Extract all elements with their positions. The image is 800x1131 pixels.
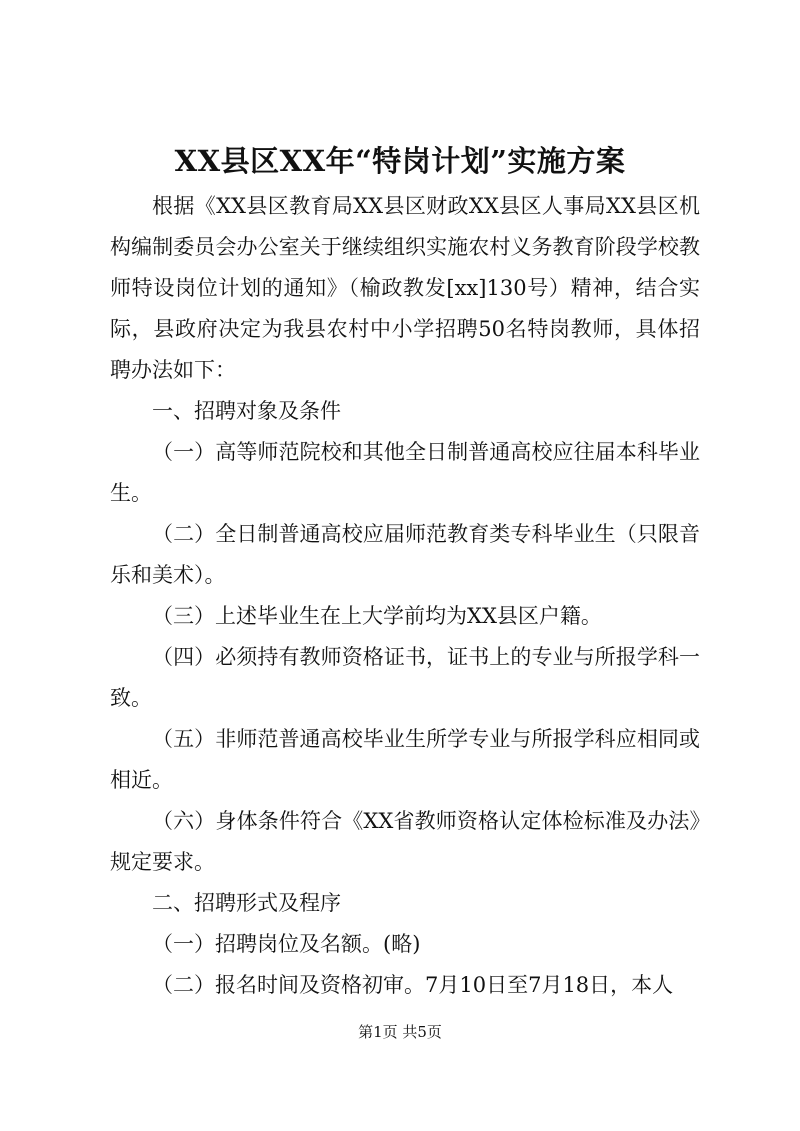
page-footer: 第1页 共5页 — [358, 1023, 442, 1041]
section-heading: 二、招聘形式及程序 — [152, 891, 341, 915]
intro-paragraph: 根据《XX县区教育局XX县区财政XX县区人事局XX县区机构编制委员会办公室关于继续组织实施农村义务教育阶段学校教师特设岗位计划的通知》（榆政教发[xx]130号）精神，结合实际，县政府决定为我县农村中小学招聘50名特岗教师，具体招聘办法如下： — [110, 194, 700, 382]
document-title: XX县区XX年“特岗计划”实施方案 — [174, 144, 626, 178]
document-body — [110, 186, 700, 1006]
condition-item: （六）身体条件符合《XX省教师资格认定体检标准及办法》规定要求。 — [110, 809, 700, 874]
condition-item: （一）高等师范院校和其他全日制普通高校应往届本科毕业生。 — [110, 440, 700, 505]
condition-item: （三）上述毕业生在上大学前均为XX县区户籍。 — [152, 604, 602, 628]
condition-item: （五）非师范普通高校毕业生所学专业与所报学科应相同或相近。 — [110, 727, 700, 792]
procedure-item: （二）报名时间及资格初审。7月10日至7月18日，本人 — [152, 973, 674, 997]
procedure-item: （一）招聘岗位及名额。(略) — [152, 932, 421, 956]
section-heading: 一、招聘对象及条件 — [152, 399, 341, 423]
condition-item: （二）全日制普通高校应届师范教育类专科毕业生（只限音乐和美术）。 — [110, 522, 700, 587]
condition-item: （四）必须持有教师资格证书，证书上的专业与所报学科一致。 — [110, 645, 700, 710]
